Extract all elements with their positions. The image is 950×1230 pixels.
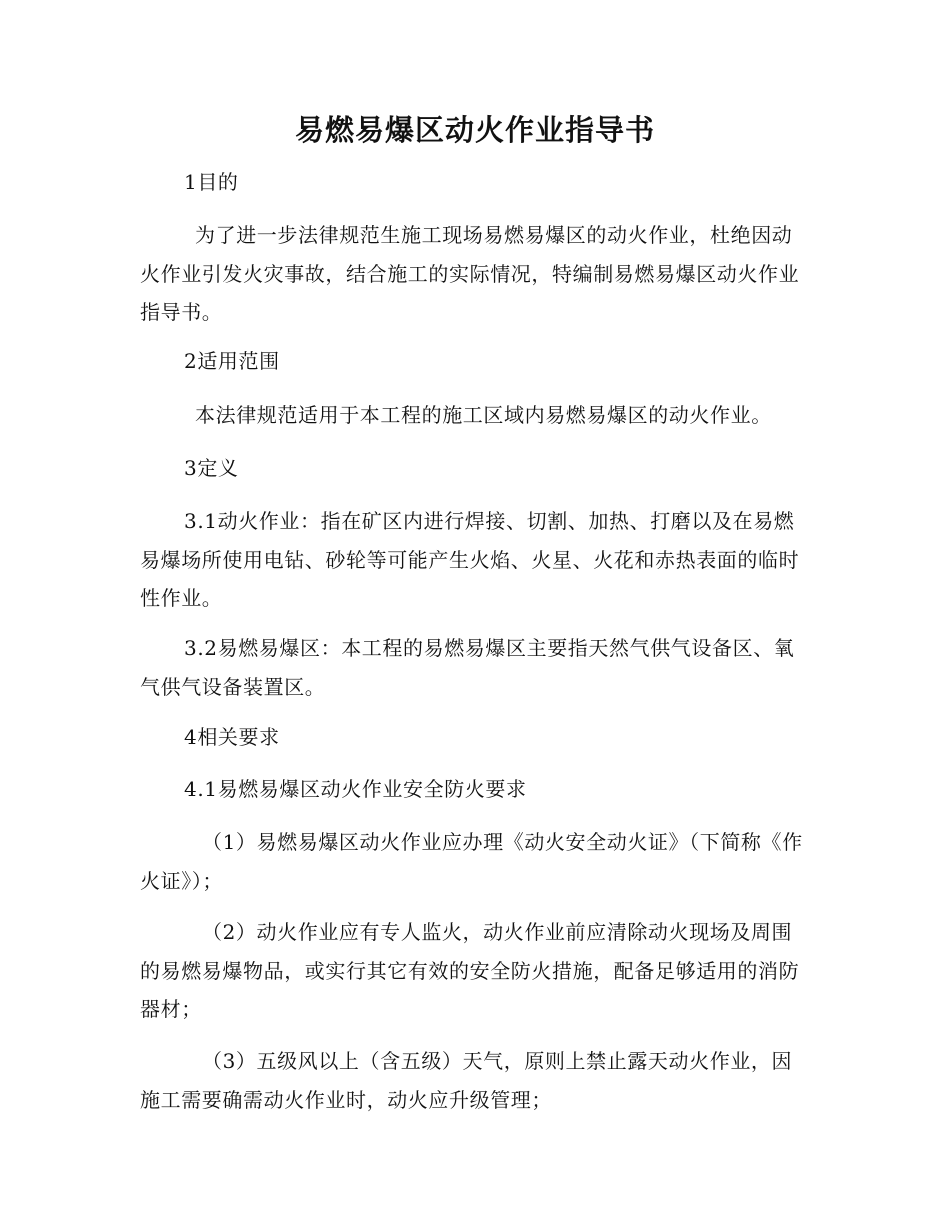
list-item-2: （2）动火作业应有专人监火，动火作业前应清除动火现场及周围的易燃易爆物品，或实行其它有效的安全防火措施，配备足够适用的消防器材；: [140, 920, 800, 1021]
list-item-3: （3）五级风以上（含五级）天气，原则上禁止露天动火作业，因施工需要确需动火作业时，动火应升级管理；: [140, 1049, 793, 1112]
section-heading-requirements: 4相关要求: [184, 725, 280, 749]
paragraph-definition-3-1: 3.1动火作业：指在矿区内进行焊接、切割、加热、打磨以及在易燃易爆场所使用电钻、砂轮等可能产生火焰、火星、火花和赤热表面的临时性作业。: [140, 509, 800, 610]
list-item-1: （1）易燃易爆区动火作业应办理《动火安全动火证》（下简称《作火证》）；: [140, 830, 803, 893]
paragraph-purpose: 为了进一步法律规范生施工现场易燃易爆区的动火作业，杜绝因动火作业引发火灾事故，结合施工的实际情况，特编制易燃易爆区动火作业指导书。: [140, 223, 800, 324]
paragraph-definition-3-2: 3.2易燃易爆区：本工程的易燃易爆区主要指天然气供气设备区、氧气供气设备装置区。: [140, 636, 795, 699]
section-heading-purpose: 1目的: [184, 170, 239, 194]
section-heading-definition: 3定义: [184, 456, 239, 480]
subsection-heading-4-1: 4.1易燃易爆区动火作业安全防火要求: [184, 777, 527, 801]
document-title: 易燃易爆区动火作业指导书: [294, 113, 655, 147]
section-heading-scope: 2适用范围: [184, 349, 280, 373]
paragraph-scope: 本法律规范适用于本工程的施工区域内易燃易爆区的动火作业。: [195, 403, 772, 427]
